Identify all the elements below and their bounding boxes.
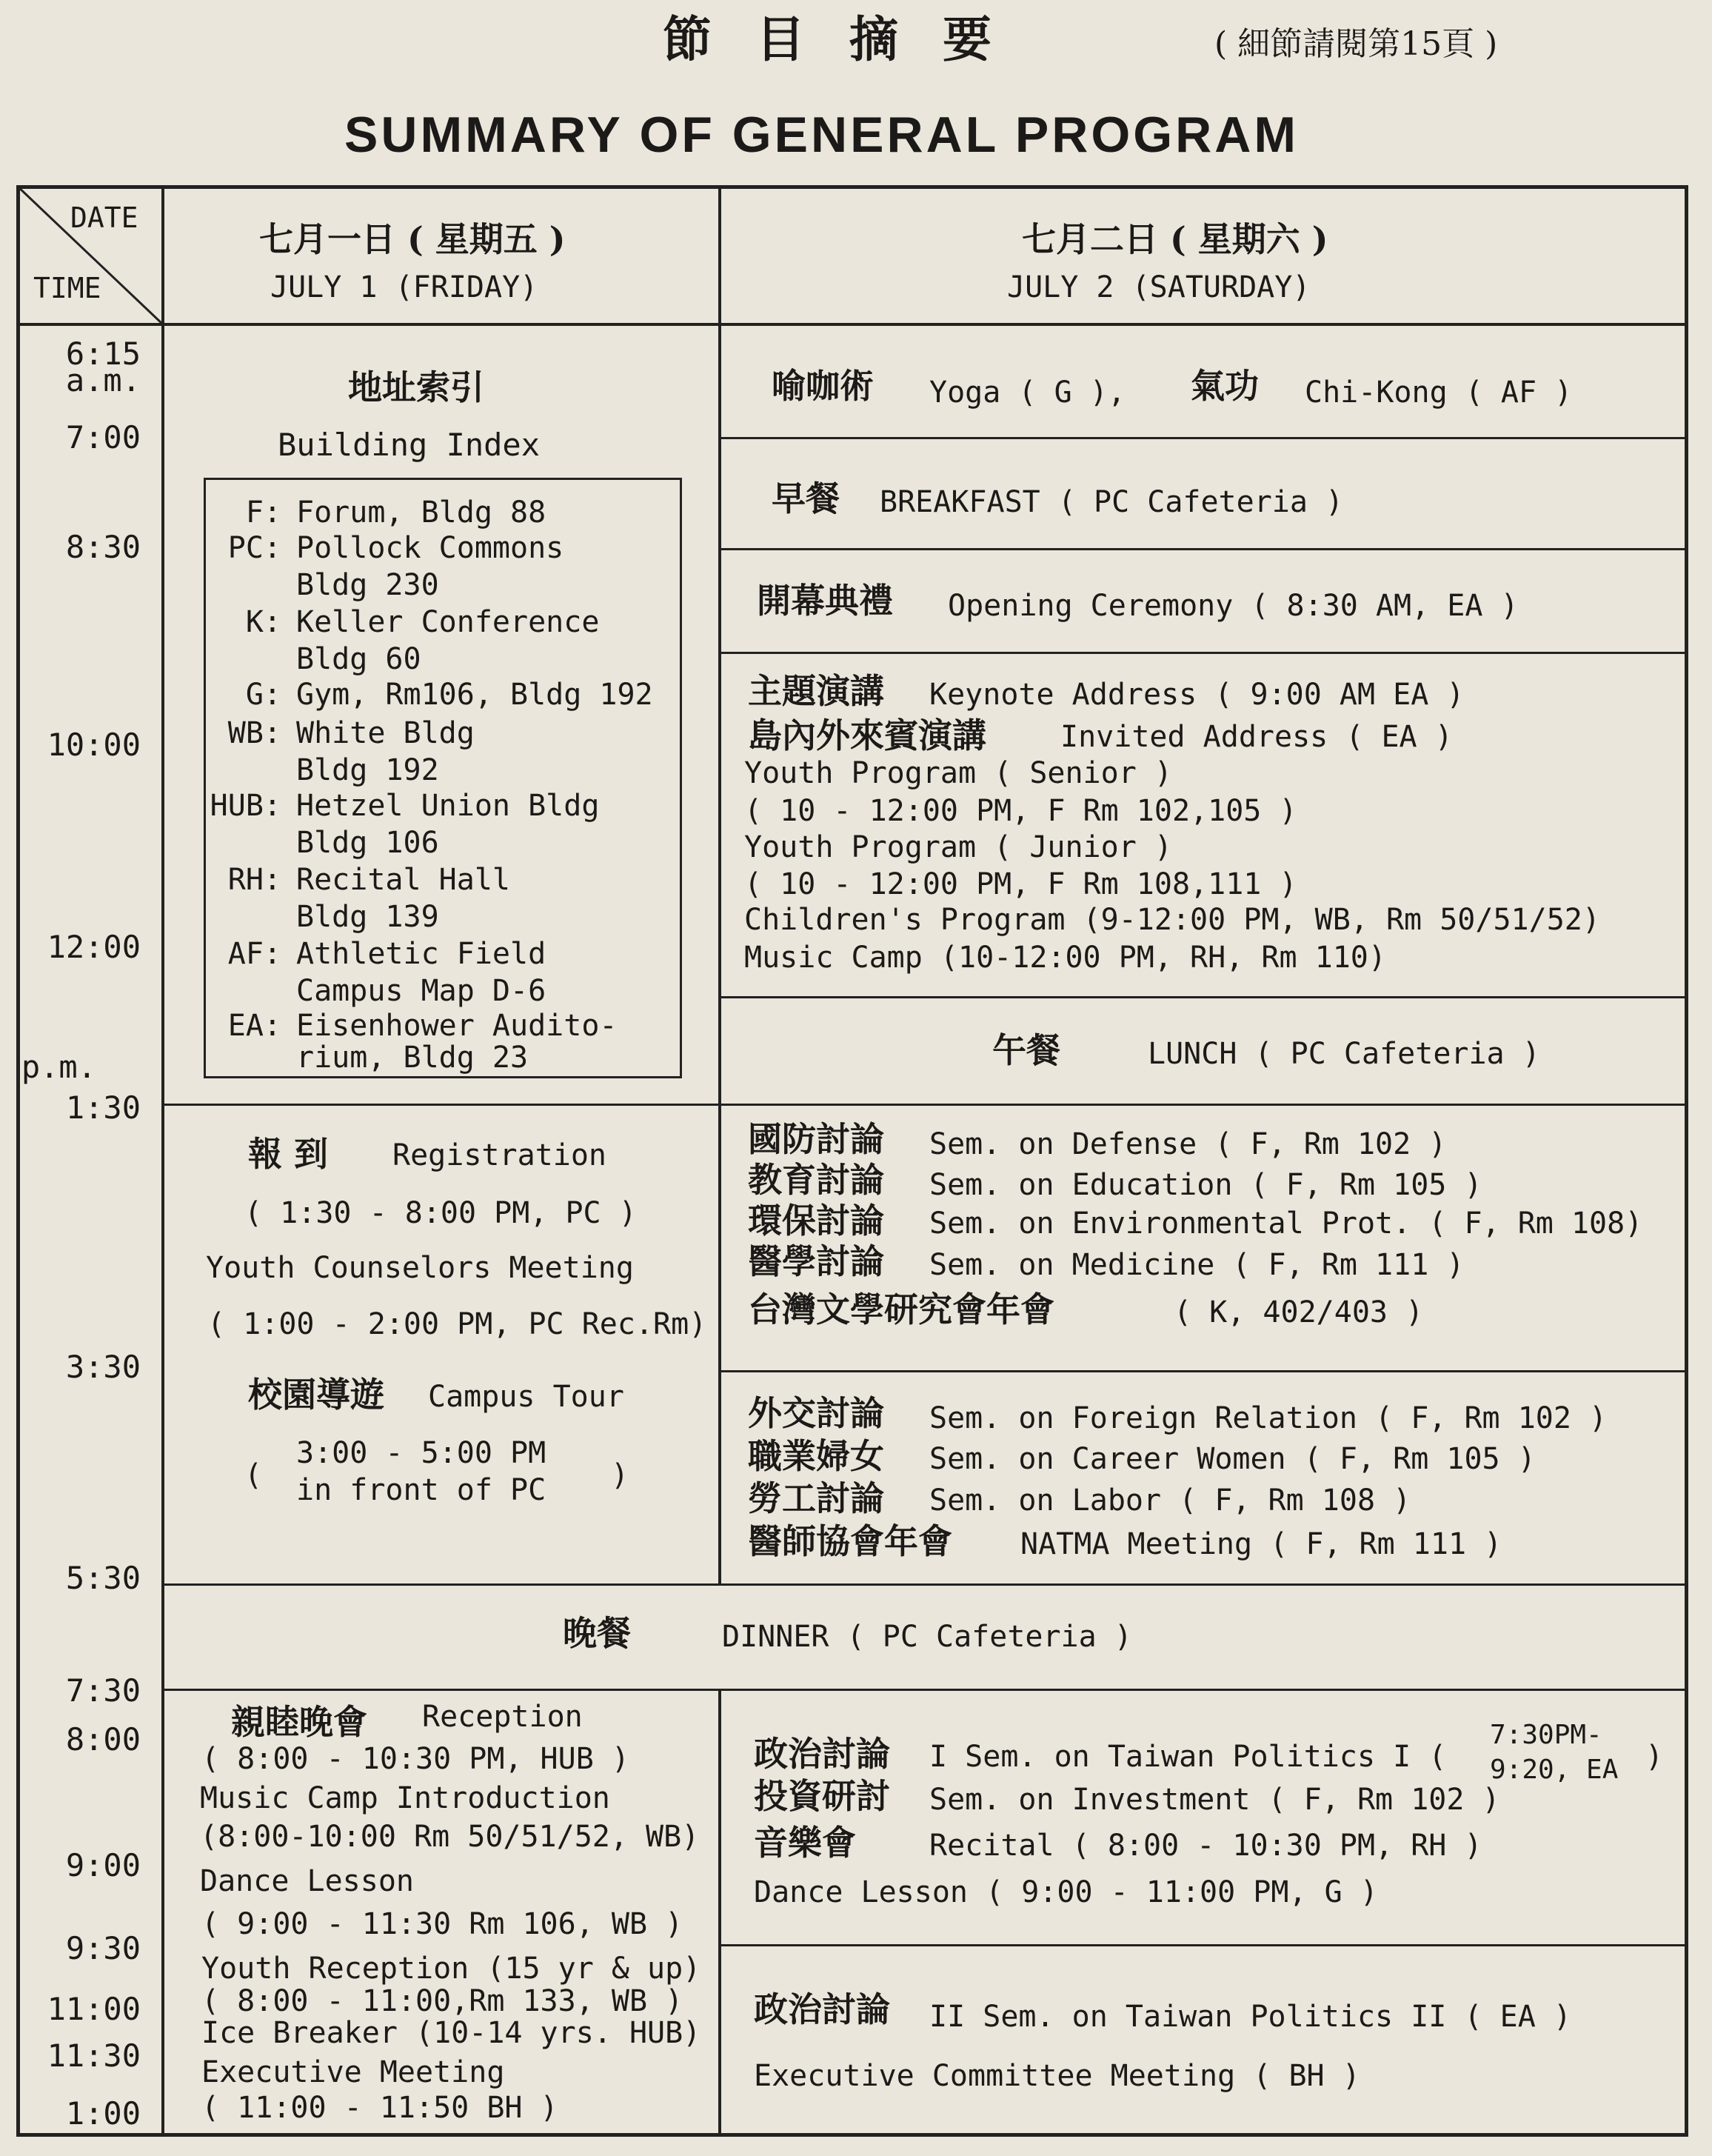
evening-item: Dance Lesson: [200, 1864, 414, 1898]
chikong-chinese: 氣功: [1191, 366, 1259, 406]
politics-seminar-place: 9:20, EA: [1490, 1755, 1619, 1785]
morning-item: Children's Program (9-12:00 PM, WB, Rm 50/51/52): [744, 903, 1600, 937]
building-code: G:: [245, 678, 281, 712]
seminar-chinese: 台灣文學研究會年會: [748, 1289, 1054, 1329]
reception-chinese: 親睦晚會: [231, 1702, 367, 1742]
day2-header-chinese: 七月二日 ( 星期六 ): [1022, 219, 1328, 259]
seminar: Sem. on Foreign Relation ( F, Rm 102 ): [929, 1401, 1608, 1435]
politics-seminar-time: 7:30PM-: [1490, 1720, 1602, 1750]
building-name: Gym, Rm106, Bldg 192: [296, 678, 653, 712]
page-title: SUMMARY OF GENERAL PROGRAM: [344, 107, 1300, 163]
evening-item: Youth Reception (15 yr & up): [201, 1952, 701, 1986]
seminar: Sem. on Environmental Prot. ( F, Rm 108): [929, 1207, 1643, 1241]
building-number: Bldg 192: [296, 753, 439, 787]
time-label: a.m.: [65, 362, 141, 398]
keynote-address: Keynote Address ( 9:00 AM EA ): [929, 678, 1465, 712]
dance-lesson: Dance Lesson ( 9:00 - 11:00 PM, G ): [754, 1875, 1378, 1909]
morning-item: Music Camp (10-12:00 PM, RH, Rm 110): [744, 941, 1386, 975]
evening-item: ( 11:00 - 11:50 BH ): [201, 2091, 558, 2125]
seminar-chinese: 醫學討論: [748, 1241, 884, 1281]
recital-chinese: 音樂會: [754, 1823, 856, 1863]
building-name: Recital Hall: [296, 863, 510, 897]
campus-tour: Campus Tour: [428, 1380, 624, 1414]
reception: Reception: [422, 1700, 583, 1734]
morning-item: ( 10 - 12:00 PM, F Rm 108,111 ): [744, 867, 1297, 901]
time-label: 5:30: [65, 1560, 141, 1596]
chikong: Chi-Kong ( AF ): [1305, 376, 1573, 410]
day1-header: JULY 1 (FRIDAY): [270, 270, 538, 304]
morning-item: Youth Program ( Senior ): [744, 756, 1172, 790]
time-label: 6:15: [65, 336, 141, 372]
politics-seminar-chinese: 政治討論: [754, 1989, 890, 2029]
investment-chinese: 投資研討: [754, 1776, 890, 1816]
time-label: 9:00: [65, 1847, 141, 1883]
seminar: Sem. on Labor ( F, Rm 108 ): [929, 1483, 1411, 1518]
time-label: 9:30: [65, 1930, 141, 1966]
day2-header: JULY 2 (SATURDAY): [1007, 270, 1311, 304]
day1-header-chinese: 七月一日 ( 星期五 ): [259, 219, 566, 259]
time-label: 10:00: [47, 727, 141, 763]
time-label: 7:30: [65, 1672, 141, 1709]
recital: Recital ( 8:00 - 10:30 PM, RH ): [929, 1829, 1482, 1863]
building-code: PC:: [227, 531, 281, 565]
dinner: DINNER ( PC Cafeteria ): [722, 1620, 1132, 1654]
building-name: Keller Conference: [296, 605, 600, 639]
time-label: 8:30: [65, 529, 141, 565]
building-name: Pollock Commons: [296, 531, 564, 565]
paren-open: (: [244, 1458, 263, 1492]
building-index-title-chinese: 地址索引: [348, 367, 484, 407]
invited-chinese: 島內外來賓演講: [748, 715, 986, 755]
seminar-chinese: 教育討論: [748, 1160, 884, 1200]
seminar-chinese: 醫師協會年會: [748, 1521, 952, 1561]
date-label: DATE: [70, 201, 138, 234]
details-note: ( 細節請閱第15頁 ): [1214, 25, 1498, 63]
building-name: Athletic Field: [296, 937, 546, 971]
lunch-chinese: 午餐: [992, 1030, 1060, 1070]
time-label: 1:00: [65, 2095, 141, 2132]
breakfast: BREAKFAST ( PC Cafeteria ): [880, 485, 1344, 519]
building-number: Bldg 60: [296, 642, 421, 676]
seminar: Sem. on Career Women ( F, Rm 105 ): [929, 1442, 1536, 1476]
politics-seminar: II Sem. on Taiwan Politics II ( EA ): [929, 2000, 1571, 2034]
dinner-chinese: 晚餐: [563, 1613, 631, 1653]
keynote-chinese: 主題演講: [748, 671, 884, 711]
politics-seminar-chinese: 政治討論: [754, 1734, 890, 1774]
seminar-chinese: 勞工討論: [748, 1478, 884, 1518]
time-label: 8:00: [65, 1721, 141, 1758]
registration-chinese: 報 到: [248, 1134, 329, 1174]
counselors-meeting-time: ( 1:00 - 2:00 PM, PC Rec.Rm): [207, 1307, 707, 1341]
time-label: p.m.: [21, 1049, 96, 1085]
evening-item: ( 9:00 - 11:30 Rm 106, WB ): [201, 1907, 683, 1941]
building-number: Bldg 230: [296, 568, 439, 602]
time-label: 12:00: [47, 929, 141, 965]
seminar-chinese: 外交討論: [748, 1393, 884, 1433]
paren-close: ): [1645, 1740, 1664, 1774]
investment-seminar: Sem. on Investment ( F, Rm 102 ): [929, 1783, 1500, 1817]
evening-item: Music Camp Introduction: [200, 1781, 610, 1815]
opening-chinese: 開幕典禮: [757, 581, 893, 621]
counselors-meeting: Youth Counselors Meeting: [206, 1251, 634, 1285]
seminar: Sem. on Education ( F, Rm 105 ): [929, 1168, 1482, 1202]
building-code: HUB:: [210, 789, 281, 823]
time-label: TIME: [33, 272, 101, 304]
politics-seminar: I Sem. on Taiwan Politics I (: [929, 1740, 1447, 1774]
building-number: Bldg 106: [296, 826, 439, 860]
seminar: Sem. on Medicine ( F, Rm 111 ): [929, 1248, 1465, 1282]
registration-time: ( 1:30 - 8:00 PM, PC ): [244, 1196, 637, 1230]
invited-address: Invited Address ( EA ): [1060, 720, 1453, 754]
building-name: White Bldg: [296, 716, 475, 750]
yoga: Yoga ( G ),: [929, 376, 1126, 410]
building-code: RH:: [227, 863, 281, 897]
evening-item: (8:00-10:00 Rm 50/51/52, WB): [200, 1820, 700, 1854]
building-code: EA:: [227, 1009, 281, 1043]
yoga-chinese: 喻咖術: [772, 366, 874, 406]
seminar: Sem. on Defense ( F, Rm 102 ): [929, 1127, 1447, 1161]
seminar: NATMA Meeting ( F, Rm 111 ): [1020, 1527, 1502, 1561]
seminar-chinese: 職業婦女: [748, 1436, 884, 1476]
page-title-chinese: 節目摘要: [663, 10, 1036, 68]
morning-item: Youth Program ( Junior ): [744, 830, 1172, 864]
building-name: Hetzel Union Bldg: [296, 789, 600, 823]
campus-tour-place: in front of PC: [296, 1473, 546, 1507]
building-code: AF:: [227, 937, 281, 971]
building-code: F:: [245, 495, 281, 530]
building-index-title: Building Index: [278, 427, 541, 463]
opening-ceremony: Opening Ceremony ( 8:30 AM, EA ): [948, 589, 1519, 623]
time-label: 3:30: [65, 1349, 141, 1385]
time-label: 11:00: [47, 1991, 141, 2027]
time-label: 11:30: [47, 2037, 141, 2074]
evening-item: Ice Breaker (10-14 yrs. HUB): [201, 2016, 701, 2050]
lunch: LUNCH ( PC Cafeteria ): [1148, 1037, 1540, 1071]
evening-item: Executive Meeting: [201, 2055, 505, 2089]
breakfast-chinese: 早餐: [772, 478, 840, 518]
campus-tour-time: 3:00 - 5:00 PM: [296, 1436, 546, 1470]
registration: Registration: [392, 1138, 606, 1172]
campus-tour-chinese: 校園導遊: [248, 1375, 384, 1415]
paren-close: ): [611, 1458, 629, 1492]
building-number: Campus Map D-6: [296, 974, 546, 1008]
executive-committee: Executive Committee Meeting ( BH ): [754, 2059, 1360, 2093]
time-label: 7:00: [65, 419, 141, 455]
seminar-chinese: 國防討論: [748, 1119, 884, 1159]
building-number: rium, Bldg 23: [296, 1041, 529, 1075]
building-number: Bldg 139: [296, 900, 439, 934]
morning-item: ( 10 - 12:00 PM, F Rm 102,105 ): [744, 794, 1297, 828]
seminar-chinese: 環保討論: [748, 1201, 884, 1241]
time-label: 1:30: [65, 1089, 141, 1126]
building-code: WB:: [227, 716, 281, 750]
building-name: Forum, Bldg 88: [296, 495, 546, 530]
building-code: K:: [245, 605, 281, 639]
evening-item: ( 8:00 - 11:00,Rm 133, WB ): [201, 1984, 683, 2018]
seminar: ( K, 402/403 ): [1174, 1295, 1424, 1329]
reception-time: ( 8:00 - 10:30 PM, HUB ): [201, 1742, 629, 1776]
building-name: Eisenhower Audito-: [296, 1009, 618, 1043]
